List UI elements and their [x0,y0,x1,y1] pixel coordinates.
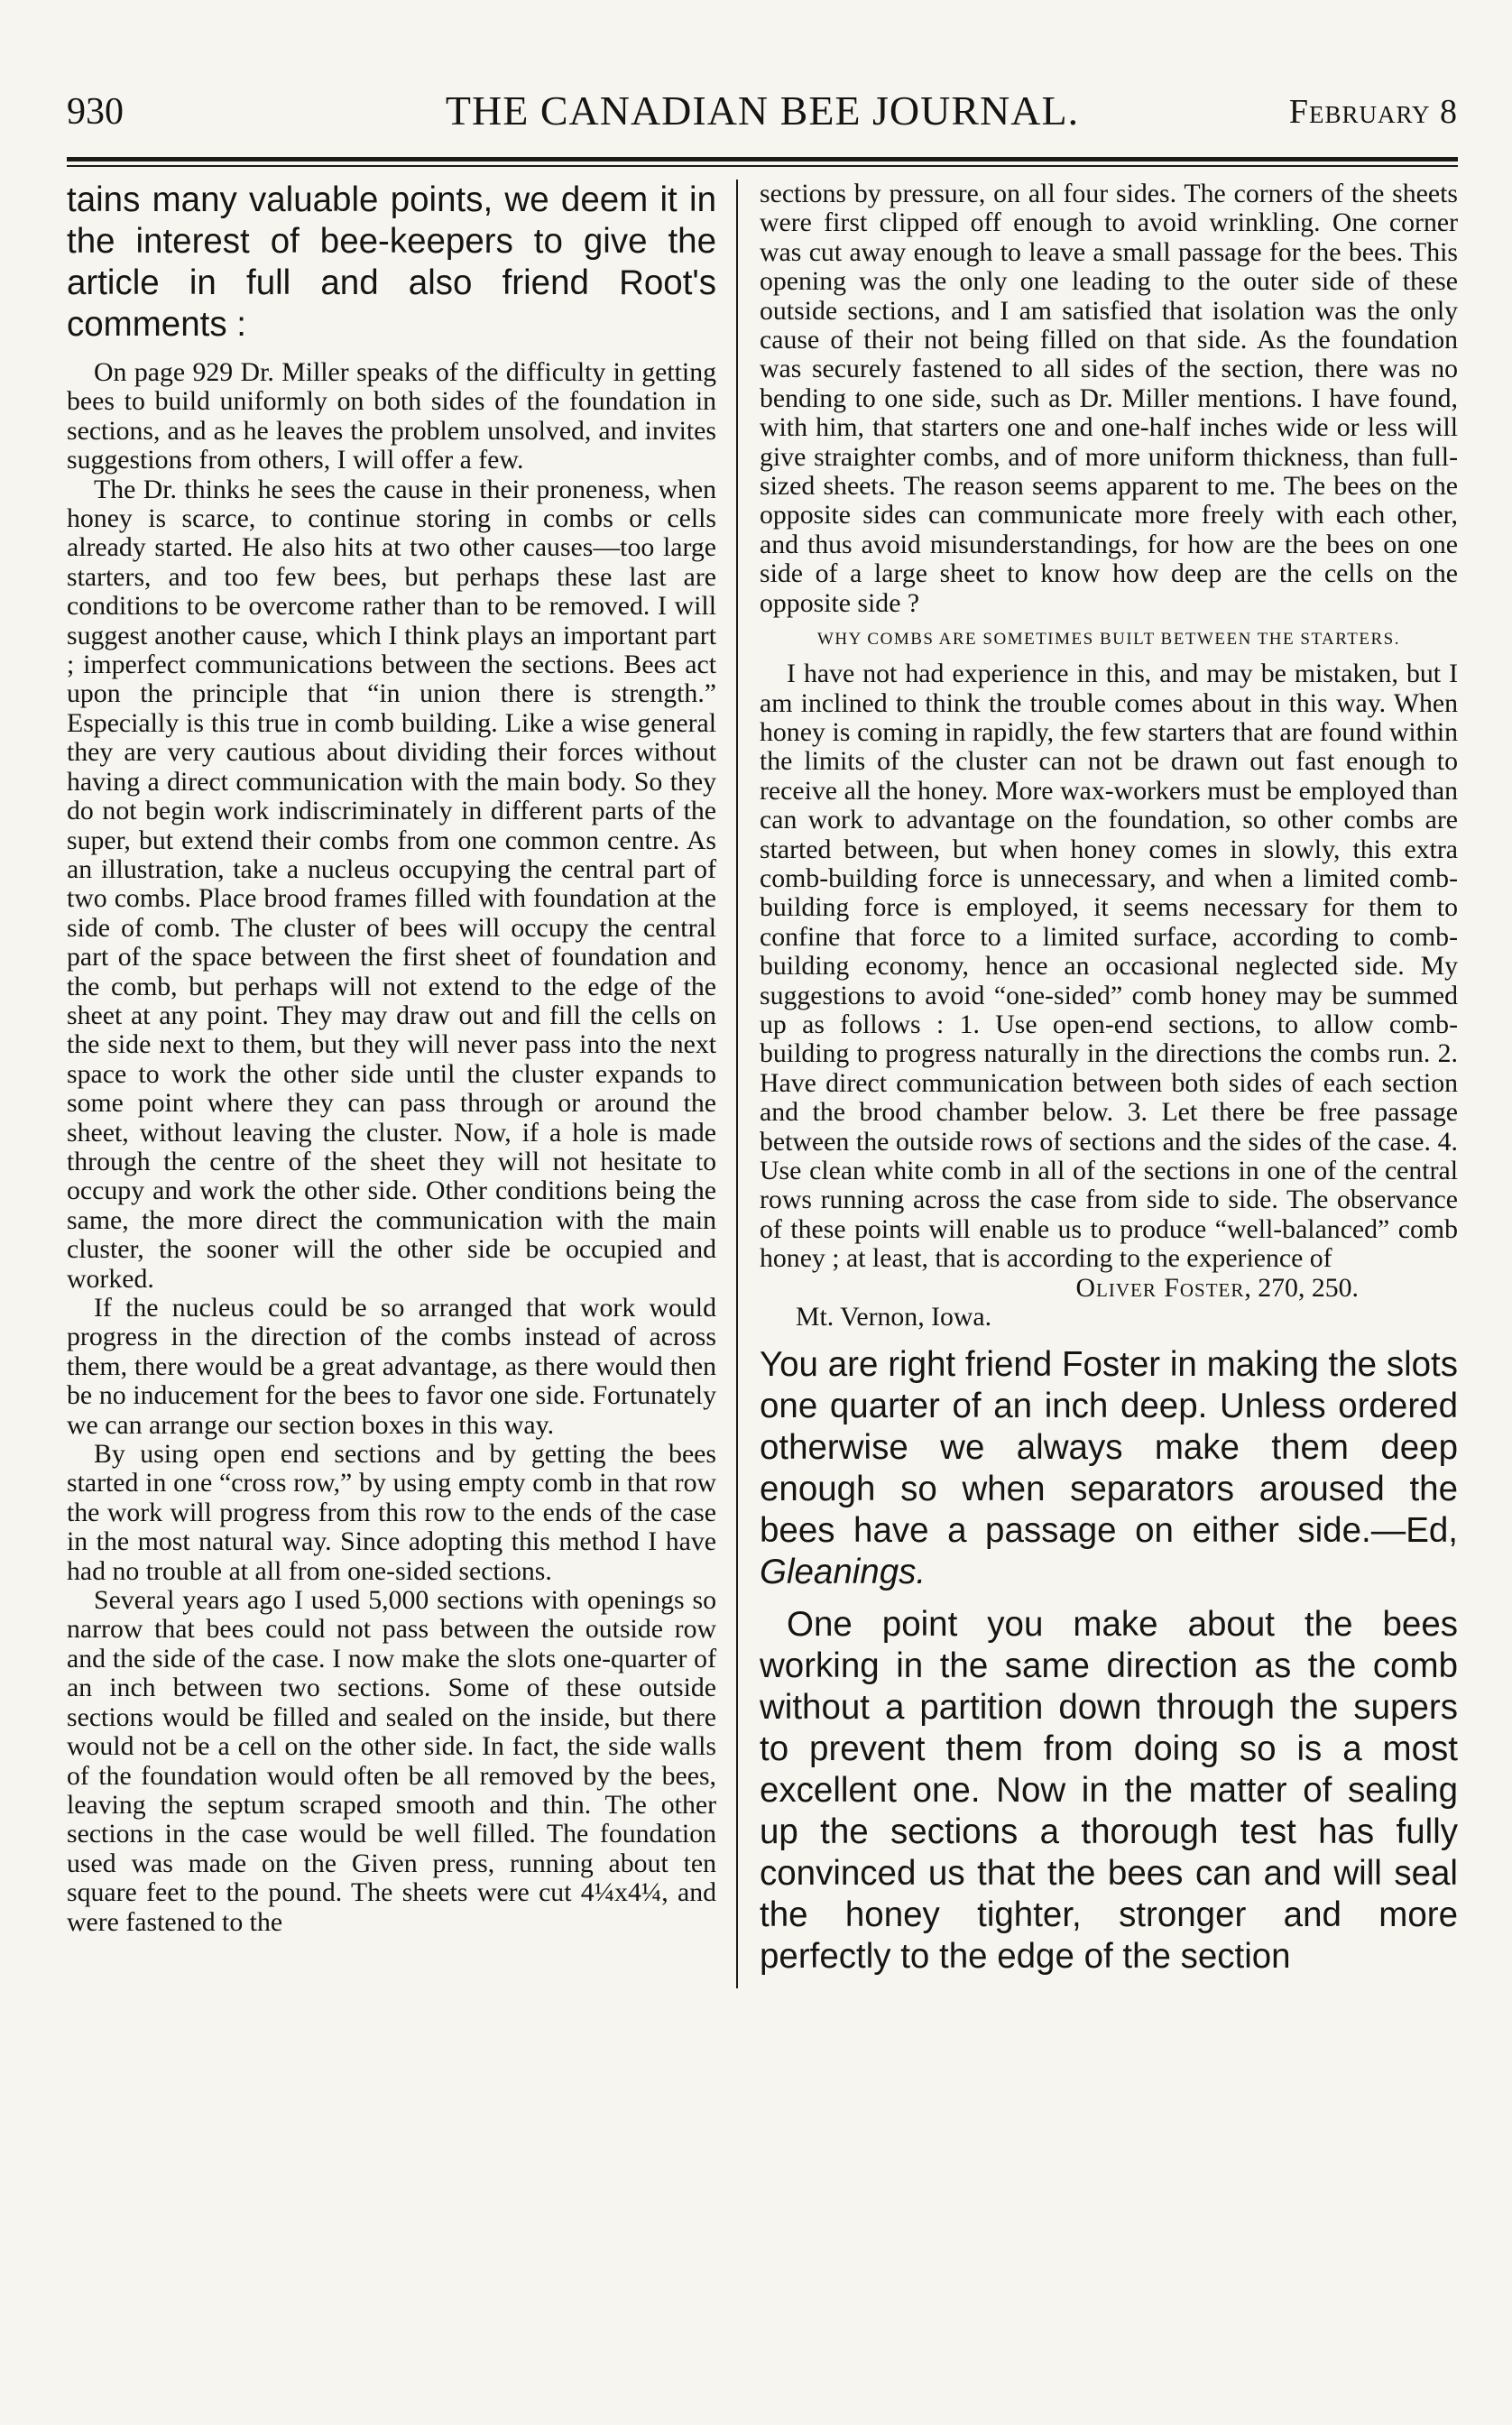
section-subheading: WHY COMBS ARE SOMETIMES BUILT BETWEEN THE STARTERS. [817,630,1400,650]
editor-reply [760,1344,1458,1593]
editor-reply-second: One point you make about the bees working in the same direction as the comb without a partition down through the supers to prevent them from doing so is a most excellent one. Now in the matter of sealing up the sections a thorough test has fully convinced us that the bees can and will seal the honey tighter, stronger and more perfectly to the edge of the section [760,1605,1458,1977]
right-column [736,180,1458,1988]
editor-reply-source: Gleanings. [760,1553,927,1592]
article-paragraph: The Dr. thinks he sees the cause in their proneness, when honey is scarce, to continue storing in combs or cells already started. He also hits at two other causes—too large starters, and too few bees, but perhaps these last are conditions to be overcome rather than to be removed. I will suggest another cause, which I think plays an important part ; imperfect communications between the sections. Bees act upon the principle that “in union there is strength.” Especially is this true in comb building. Like a wise general they are very cautious about dividing their forces without having a direct communication with the main body. So they do not begin work indiscriminately in different parts of the super, but extend their combs from one common centre. As an illustration, take a nucleus occupying the central part of two combs. Place brood frames filled with foundation at the side of comb. The cluster of bees will occupy the central part of the space between the first sheet of foundation and the comb, but perhaps will not extend to the edge of the sheet at any point. They may draw out and fill the cells on the side next to them, but they will never pass into the next space to work the other side until the cluster expands to some point where they can pass through or around the sheet, without leaving the cluster. Now, if a hole is made through the centre of the sheet they will not hesitate to occupy and work the other side. Other conditions being the same, the more direct the communication with the main cluster, the sooner will the other side be occupied and worked. [67,474,716,1294]
author-location: Mt. Vernon, Iowa. [796,1302,992,1332]
author-name: Oliver Foster [1075,1272,1245,1303]
author-numbers: , 270, 250. [1244,1272,1359,1303]
article-columns [67,180,1458,1988]
journal-title: THE CANADIAN BEE JOURNAL. [445,88,1080,134]
left-column [67,180,736,1988]
header-rule-thin [67,165,1458,167]
article-paragraph-continued: sections by pressure, on all four sides. The corners of the sheets were first clipped off enough to avoid wrinkling. One corner was cut away enough to leave a small passage for the bees. This opening was the only one leading to the outer side of these outside sections, and I am satisfied that isolation was the only cause of their not being filled on that side. As the foundation was securely fastened to all sides of the section, there was no bending to one side, such as Dr. Miller mentions. I have found, with him, that starters one and one-half inches wide or less will give straighter combs, and of more uniform thickness, than full-sized sheets. The reason seems apparent to me. The bees on the opposite sides can communicate more freely with each other, and thus avoid misunderstandings, for how are the bees on one side of a large sheet to know how deep are the cells on the opposite side ? [760,179,1458,618]
editor-intro: tains many valuable points, we deem it in the interest of bee-keepers to give the article in full and also friend Root's comments : [67,180,716,344]
author-signature [760,1274,1458,1303]
article-paragraph: If the nucleus could be so arranged that work would progress in the direction of the combs instead of across them, there would be a great advantage, as there would then be no inducement for the bees to favor one side. Fortunately we can arrange our section boxes in this way. [67,1293,716,1440]
issue-date: February 8 [1288,93,1458,131]
page-header [67,83,1458,141]
page-number: 930 [67,91,124,133]
article-paragraph: By using open end sections and by getting the bees started in one “cross row,” by using empty comb in that row the work will progress from this row to the ends of the case in the most natural way. Since adopting this method I have had no trouble at all from one-sided sections. [67,1439,716,1586]
article-paragraph: Several years ago I used 5,000 sections with openings so narrow that bees could not pass between the outside row and the side of the case. I now make the slots one-quarter of an inch between two sections. Some of these outside sections would be filled and sealed on the inside, but there would not be a cell on the other side. In fact, the side walls of the foundation would often be all removed by the bees, leaving the septum scraped smooth and thin. The other sections in the case would be well filled. The foundation used was made on the Given press, running about ten square feet to the pound. The sheets were cut 4¼x4¼, and were fastened to the [67,1585,716,1937]
article-paragraph: I have not had experience in this, and may be mistaken, but I am inclined to think the trouble comes about in this way. When honey is coming in rapidly, the few starters that are found within the limits of the cluster can not be drawn out fast enough to receive all the honey. More wax-workers must be employed than can work to advantage on the foundation, so other combs are started between, but when honey comes in slowly, this extra comb-building force is unnecessary, and when a limited comb-building force is employed, it seems necessary for them to confine that force to a limited surface, according to comb-building economy, hence an occasional neglected side. My suggestions to avoid “one-sided” comb honey may be summed up as follows : 1. Use open-end sections, to allow comb-building to progress naturally in the directions the combs run. 2. Have direct communication between both sides of each section and the brood chamber below. 3. Let there be free passage between the outside rows of sections and the sides of the case. 4. Use clean white comb in all of the sections in one of the central rows running across the case from side to side. The observance of these points will enable us to produce “well-balanced” comb honey ; at least, that is according to the experience of [760,659,1458,1274]
editor-reply-text: You are right friend Foster in making the slots one quarter of an inch deep. Unless ordered otherwise we always make them deep enough so when separators aroused the bees have a passage on either side.—Ed, [760,1345,1458,1551]
header-rule [67,157,1458,161]
article-paragraph: On page 929 Dr. Miller speaks of the difficulty in getting bees to build uniformly on both sides of the foundation in sections, and as he leaves the problem unsolved, and invites suggestions from others, I will offer a few. [67,357,716,475]
